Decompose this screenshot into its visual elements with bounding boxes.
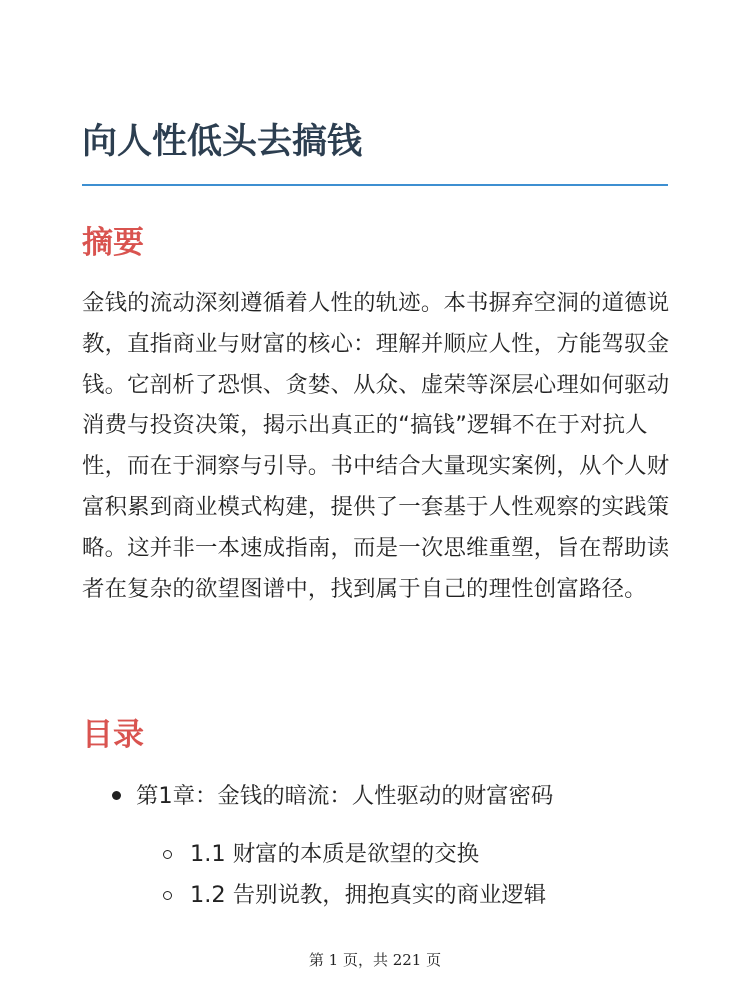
- abstract-heading: 摘要: [82, 225, 144, 261]
- page-number-footer: 第 1 页，共 221 页: [308, 951, 442, 969]
- bullet-circle-icon: [163, 850, 172, 859]
- toc-section-1-2[interactable]: 1.2 告别说教，拥抱真实的商业逻辑: [190, 882, 547, 908]
- abstract-paragraph: 金钱的流动深刻遵循着人性的轨迹。本书摒弃空洞的道德说教，直指商业与财富的核心：理解并顺应人性，方能驾驭金钱。它剖析了恐惧、贪婪、从众、虚荣等深层心理如何驱动消费与投资决策，揭示出真正的“搞钱”逻辑不在于对抗人性，而在于洞察与引导。书中结合大量现实案例，从个人财富积累到商业模式构建，提供了一套基于人性观察的实践策略。这并非一本速成指南，而是一次思维重塑，旨在帮助读者在复杂的欲望图谱中，找到属于自己的理性创富路径。: [82, 290, 670, 602]
- title-divider: [82, 184, 668, 186]
- bullet-circle-icon: [163, 891, 172, 900]
- toc-heading: 目录: [82, 717, 144, 753]
- bullet-disc-icon: [112, 791, 121, 800]
- toc-section-1-1[interactable]: 1.1 财富的本质是欲望的交换: [190, 841, 480, 867]
- page-title: 向人性低头去搞钱: [82, 122, 363, 162]
- toc-chapter-1[interactable]: 第1章：金钱的暗流：人性驱动的财富密码: [136, 783, 554, 809]
